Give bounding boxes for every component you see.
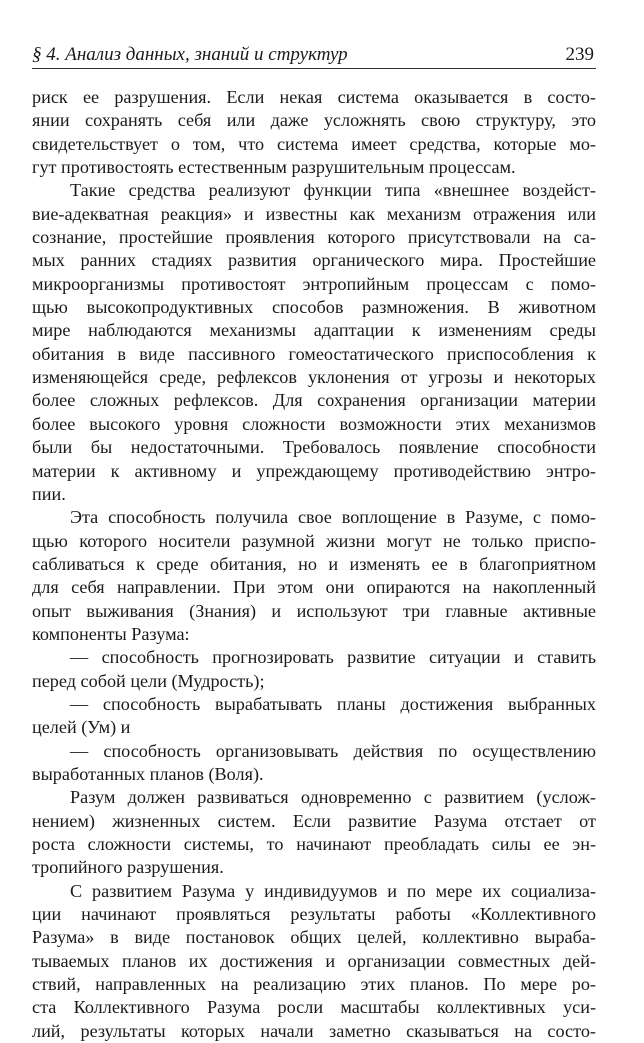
text-line: Такие средства реализуют функции типа «внешнее воздейст-	[70, 180, 596, 201]
text-line: С развитием Разума у индивидуумов и по мере их социализа-	[70, 880, 596, 901]
text-line: свидетельствует о том, что система имеет средства, которые мо-	[32, 133, 596, 154]
text-line: пии.	[32, 483, 66, 504]
text-line: были бы недостаточными. Требовалось появление способности	[32, 437, 596, 458]
text-line: для себя направлении. При этом они опираются на накопленный	[32, 577, 596, 598]
text-line: риск ее разрушения. Если некая система оказывается в состо-	[32, 87, 596, 107]
running-title: § 4. Анализ данных, знаний и структур	[32, 44, 348, 65]
text-line: компоненты Разума:	[32, 623, 190, 644]
text-line: гут противостоять естественным разрушительным процессам.	[32, 157, 516, 178]
text-line: ции начинают проявляться результаты работы «Коллективного	[32, 904, 596, 925]
text-line: Эта способность получила свое воплощение в Разуме, с помо-	[70, 507, 596, 528]
text-line: более высокого уровня сложности возможности этих механизмов	[32, 413, 596, 434]
page-header	[32, 44, 596, 69]
text-line: ста Коллективного Разума росли масштабы коллективных уси-	[32, 997, 596, 1018]
text-line: нением) жизненных систем. Если развитие Разума отстает от	[32, 810, 596, 831]
text-line: изменяющейся среде, рефлексов уклонения от угрозы и некоторых	[32, 367, 596, 388]
page-number: 239	[565, 44, 594, 65]
text-line: сознание, простейшие проявления которого присутствовали на са-	[32, 227, 596, 248]
text-line: — способность вырабатывать планы достижения выбранных	[70, 693, 596, 714]
text-line: микроорганизмы противостоят энтропийным процессам с помо-	[32, 273, 596, 294]
text-line: материи к активному и упреждающему противодействию энтро-	[32, 460, 596, 481]
text-line: выработанных планов (Воля).	[32, 763, 264, 784]
text-line: целей (Ум) и	[32, 717, 131, 738]
text-line: — способность прогнозировать развитие ситуации и ставить	[70, 647, 596, 668]
text-line: мых ранних стадиях развития органического мира. Простейшие	[32, 250, 596, 271]
text-line: более сложных рефлексов. Для сохранения организации материи	[32, 390, 596, 411]
text-line: — способность организовывать действия по осуществлению	[70, 740, 596, 761]
text-line: щью высокопродуктивных способов размножения. В животном	[32, 297, 596, 318]
text-line: мире наблюдаются механизмы адаптации к изменениям среды	[32, 320, 596, 341]
text-line: роста сложности системы, то начинают преобладать силы ее эн-	[32, 834, 596, 854]
text-line: щью которого носители разумной жизни могут не только приспо-	[32, 530, 596, 551]
text-line: опыт выживания (Знания) и используют три главные активные	[32, 600, 596, 621]
text-line: янии сохранять себя или даже усложнять свою структуру, это	[32, 110, 596, 131]
text-line: тропийного разрушения.	[32, 857, 224, 878]
text-line: лий, результаты которых начали заметно сказываться на состо-	[32, 1020, 596, 1041]
body-text	[32, 86, 596, 1043]
text-line: вие-адекватная реакция» и известны как механизм отражения или	[32, 203, 596, 224]
text-line: Разума» в виде постановок общих целей, коллективно выраба-	[32, 927, 596, 948]
text-line: Разум должен развиваться одновременно с развитием (услож-	[70, 787, 596, 808]
text-line: сабливаться к среде обитания, но и изменять ее в благоприятном	[32, 553, 596, 574]
text-line: ствий, направленных на реализацию этих планов. По мере ро-	[32, 974, 596, 995]
text-line: тываемых планов их достижения и организации совместных дей-	[32, 950, 596, 971]
text-line: перед собой цели (Мудрость);	[32, 670, 265, 691]
text-line: обитания в виде пассивного гомеостатического приспособления к	[32, 343, 596, 364]
